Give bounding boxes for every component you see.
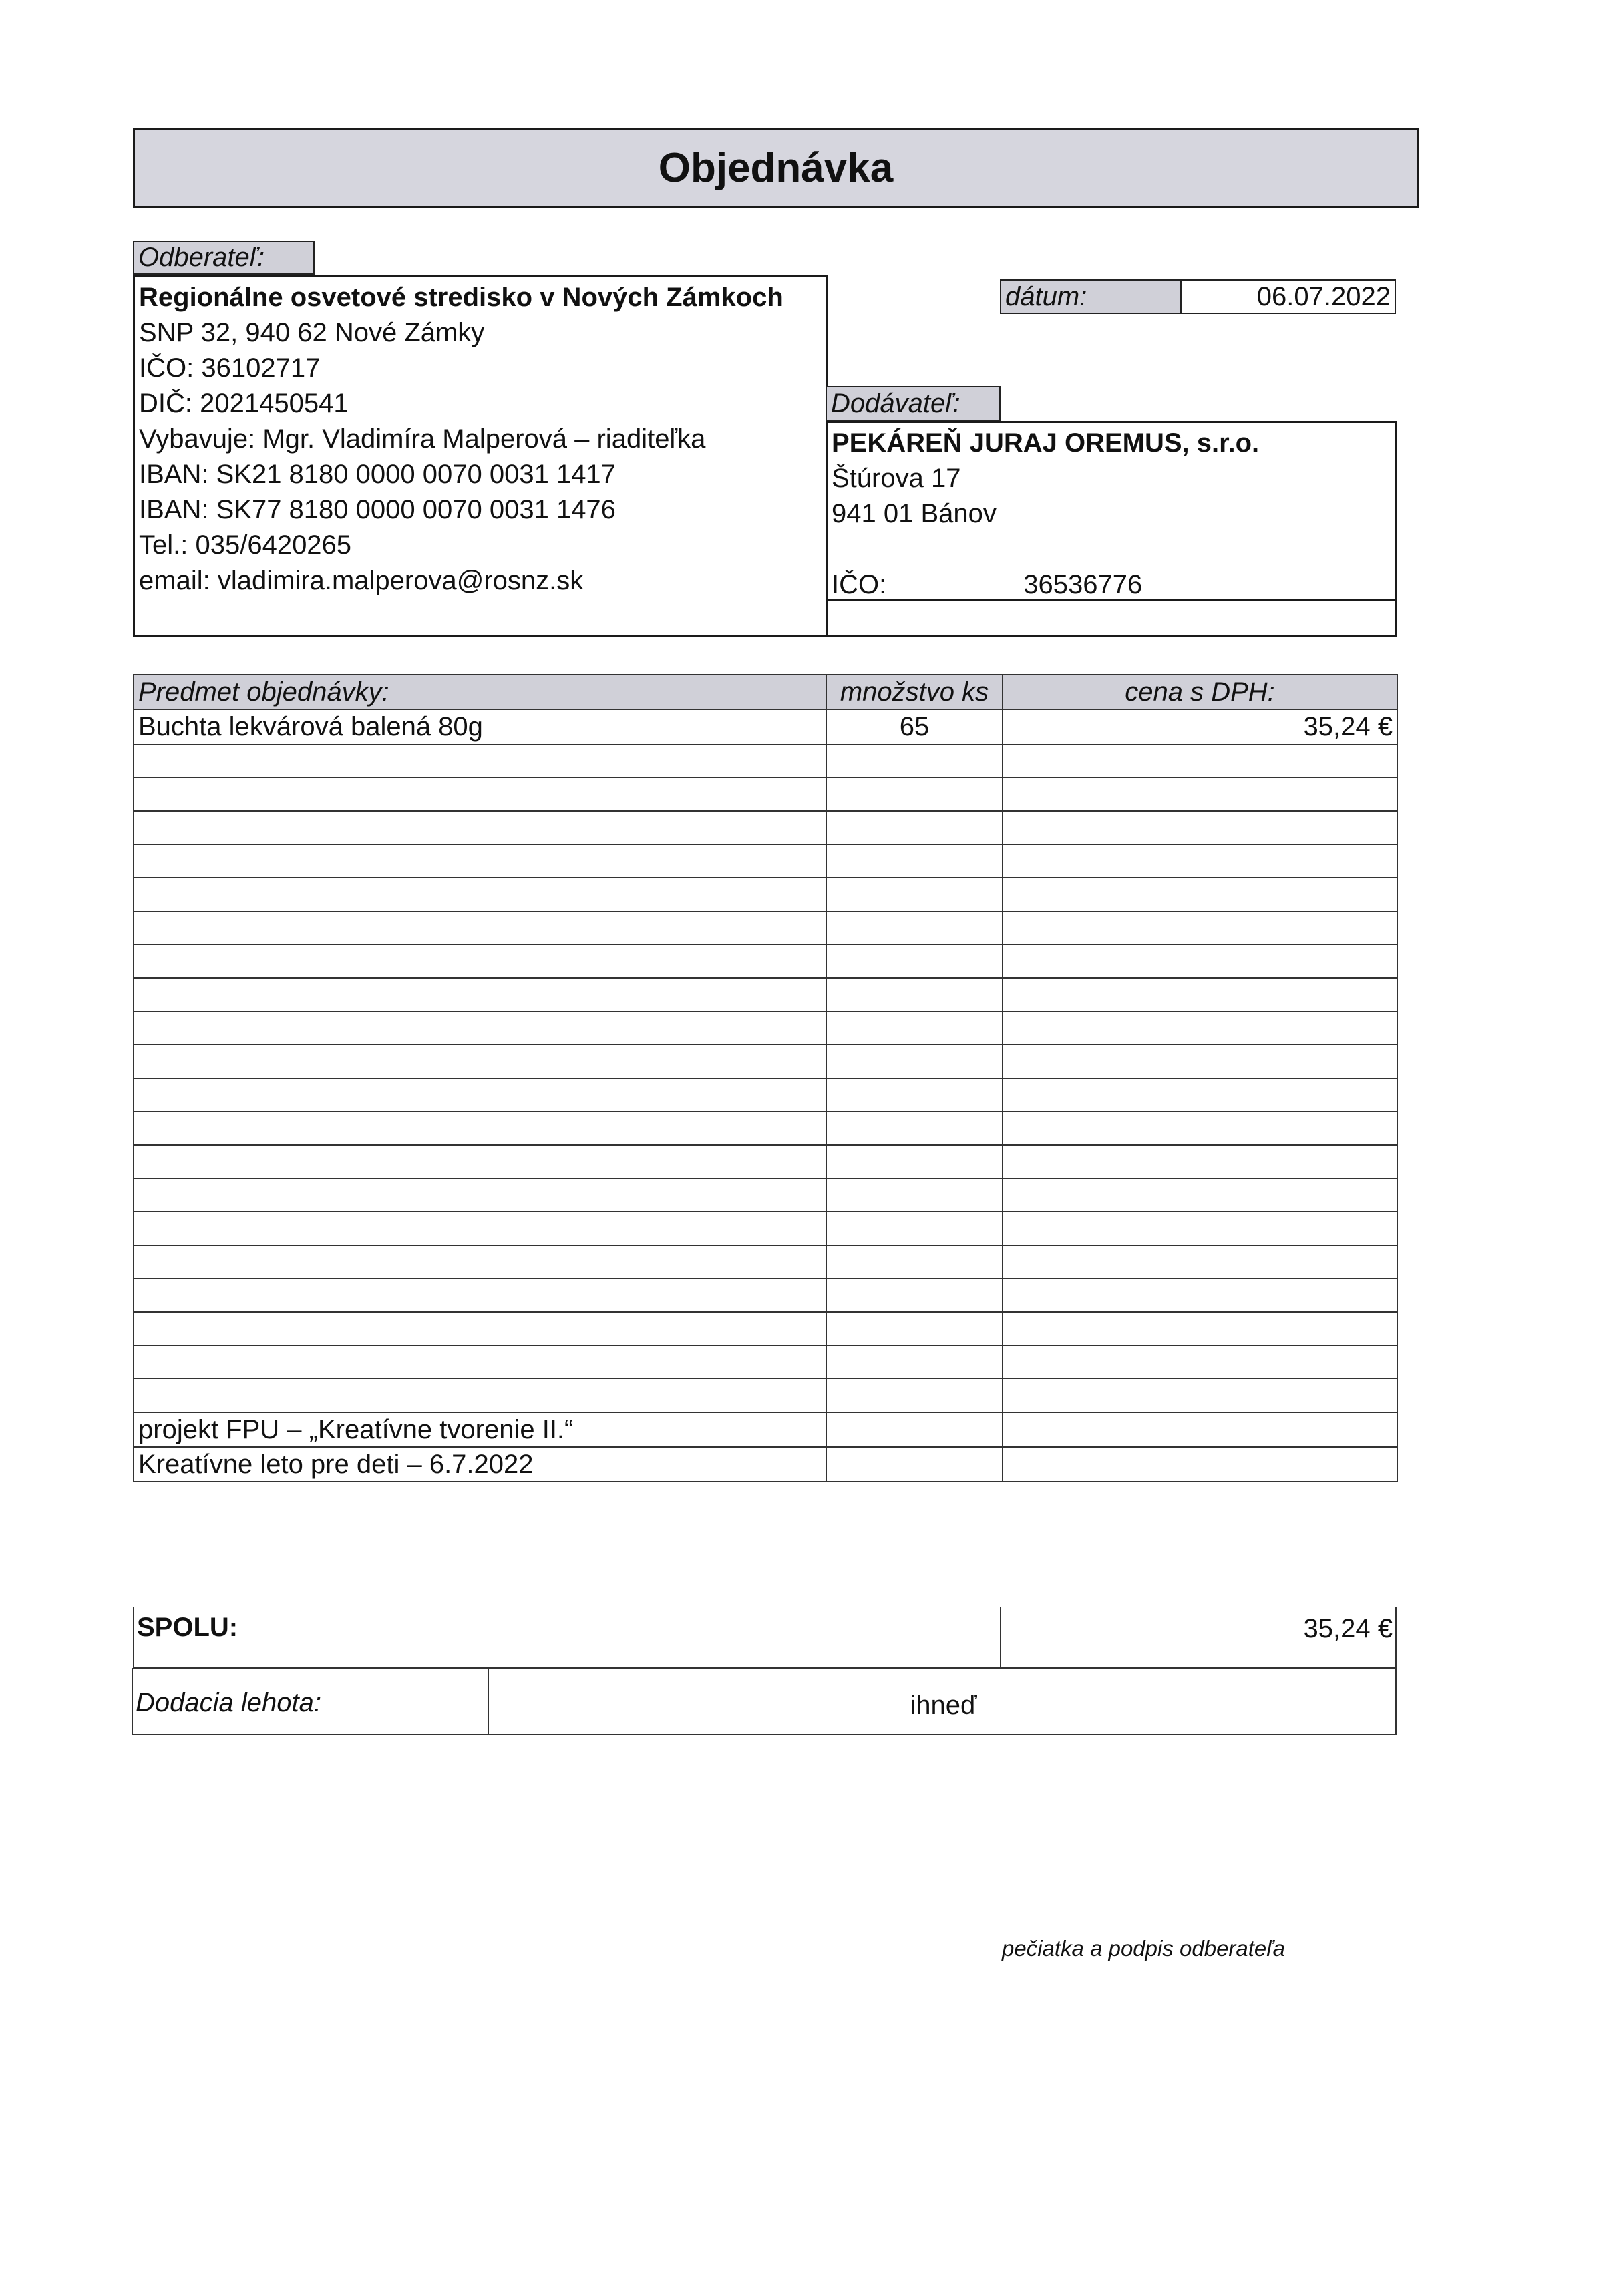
- item-price: [1003, 844, 1397, 878]
- item-price: [1003, 1245, 1397, 1279]
- item-quantity: [826, 1145, 1003, 1178]
- item-quantity: [826, 1312, 1003, 1345]
- item-price: [1003, 1145, 1397, 1178]
- table-row: [134, 1245, 1397, 1279]
- dodavatel-box: [826, 421, 1397, 601]
- table-row: [134, 878, 1397, 911]
- item-quantity: [826, 1245, 1003, 1279]
- table-row: [134, 811, 1397, 844]
- table-row: [134, 1312, 1397, 1345]
- odberatel-phone: Tel.: 035/6420265: [139, 530, 352, 560]
- items-table: [133, 674, 1397, 1482]
- item-description: [134, 1178, 826, 1212]
- item-description: [134, 1011, 826, 1045]
- table-row: [134, 744, 1397, 778]
- dodacia-label: Dodacia lehota:: [136, 1688, 321, 1717]
- odberatel-dic: DIČ: 2021450541: [139, 389, 349, 418]
- table-row: [134, 1011, 1397, 1045]
- item-price: [1003, 811, 1397, 844]
- item-description: [134, 1045, 826, 1078]
- table-row: [134, 1412, 1397, 1447]
- header-predmet: Predmet objednávky:: [134, 675, 826, 709]
- dodavatel-street: Štúrova 17: [832, 464, 961, 493]
- odberatel-iban-1: IBAN: SK21 8180 0000 0070 0031 1417: [139, 460, 616, 489]
- item-quantity: [826, 1045, 1003, 1078]
- item-quantity: [826, 811, 1003, 844]
- item-description: [134, 1312, 826, 1345]
- item-price: [1003, 1345, 1397, 1379]
- item-price: 35,24 €: [1003, 709, 1397, 744]
- item-description: [134, 744, 826, 778]
- spolu-divider: [1000, 1607, 1001, 1669]
- table-row: [134, 911, 1397, 945]
- item-description: [134, 778, 826, 811]
- odberatel-box: [133, 275, 828, 637]
- item-description: Kreatívne leto pre deti – 6.7.2022: [134, 1447, 826, 1482]
- item-description: [134, 1279, 826, 1312]
- table-row: [134, 1345, 1397, 1379]
- table-row: [134, 1447, 1397, 1482]
- spolu-value: 35,24 €: [1303, 1614, 1393, 1643]
- table-row: [134, 709, 1397, 744]
- item-quantity: [826, 1078, 1003, 1112]
- item-description: [134, 1112, 826, 1145]
- item-description: projekt FPU – „Kreatívne tvorenie II.“: [134, 1412, 826, 1447]
- item-quantity: [826, 844, 1003, 878]
- item-quantity: [826, 1412, 1003, 1447]
- dodavatel-label: Dodávateľ:: [826, 386, 1001, 421]
- items-header-row: [134, 675, 1397, 709]
- header-cena: cena s DPH:: [1003, 675, 1397, 709]
- item-description: [134, 945, 826, 978]
- dodavatel-extra-row: [826, 600, 1397, 637]
- item-price: [1003, 1379, 1397, 1412]
- item-price: [1003, 878, 1397, 911]
- odberatel-email: email: vladimira.malperova@rosnz.sk: [139, 566, 584, 595]
- item-description: [134, 911, 826, 945]
- item-price: [1003, 1011, 1397, 1045]
- item-quantity: [826, 1112, 1003, 1145]
- spolu-label: SPOLU:: [137, 1613, 238, 1642]
- odberatel-iban-2: IBAN: SK77 8180 0000 0070 0031 1476: [139, 495, 616, 524]
- spolu-right-border: [1395, 1607, 1397, 1669]
- item-description: [134, 978, 826, 1011]
- odberatel-contact: Vybavuje: Mgr. Vladimíra Malperová – riaditeľka: [139, 424, 706, 454]
- table-row: [134, 778, 1397, 811]
- table-row: [134, 1279, 1397, 1312]
- item-quantity: [826, 978, 1003, 1011]
- item-price: [1003, 1112, 1397, 1145]
- item-description: [134, 878, 826, 911]
- item-price: [1003, 911, 1397, 945]
- dodavatel-ico-value: 36536776: [1023, 570, 1143, 599]
- item-price: [1003, 945, 1397, 978]
- item-description: [134, 844, 826, 878]
- table-row: [134, 1112, 1397, 1145]
- item-quantity: [826, 1279, 1003, 1312]
- dodacia-divider: [488, 1668, 489, 1735]
- item-quantity: [826, 1178, 1003, 1212]
- item-price: [1003, 1078, 1397, 1112]
- table-row: [134, 844, 1397, 878]
- item-quantity: [826, 1212, 1003, 1245]
- item-description: [134, 1345, 826, 1379]
- table-row: [134, 1145, 1397, 1178]
- document-title-box: [133, 128, 1419, 208]
- item-quantity: 65: [826, 709, 1003, 744]
- item-description: [134, 1212, 826, 1245]
- item-quantity: [826, 945, 1003, 978]
- item-description: [134, 1245, 826, 1279]
- table-row: [134, 1078, 1397, 1112]
- odberatel-ico: IČO: 36102717: [139, 353, 321, 383]
- item-quantity: [826, 1379, 1003, 1412]
- item-description: [134, 1145, 826, 1178]
- item-quantity: [826, 778, 1003, 811]
- dodavatel-ico-label: IČO:: [832, 570, 887, 599]
- table-row: [134, 1379, 1397, 1412]
- item-quantity: [826, 911, 1003, 945]
- table-row: [134, 945, 1397, 978]
- item-quantity: [826, 744, 1003, 778]
- item-description: Buchta lekvárová balená 80g: [134, 709, 826, 744]
- table-row: [134, 1178, 1397, 1212]
- item-quantity: [826, 878, 1003, 911]
- item-price: [1003, 1178, 1397, 1212]
- dodavatel-name: PEKÁREŇ JURAJ OREMUS, s.r.o.: [832, 428, 1260, 458]
- table-row: [134, 1045, 1397, 1078]
- item-price: [1003, 744, 1397, 778]
- item-price: [1003, 1312, 1397, 1345]
- item-price: [1003, 1447, 1397, 1482]
- odberatel-label: Odberateľ:: [133, 241, 315, 275]
- item-price: [1003, 1279, 1397, 1312]
- odberatel-address: SNP 32, 940 62 Nové Zámky: [139, 318, 485, 347]
- item-quantity: [826, 1447, 1003, 1482]
- item-quantity: [826, 1345, 1003, 1379]
- dodavatel-city: 941 01 Bánov: [832, 499, 997, 528]
- datum-label: dátum:: [1000, 279, 1182, 314]
- item-price: [1003, 778, 1397, 811]
- datum-value: 06.07.2022: [1181, 279, 1396, 314]
- stamp-signature-label: pečiatka a podpis odberateľa: [1002, 1936, 1285, 1961]
- document-title: Objednávka: [658, 145, 894, 191]
- table-row: [134, 978, 1397, 1011]
- odberatel-name: Regionálne osvetové stredisko v Nových Zámkoch: [139, 283, 783, 312]
- table-row: [134, 1212, 1397, 1245]
- dodacia-row: [132, 1668, 1397, 1735]
- item-description: [134, 1379, 826, 1412]
- item-price: [1003, 1045, 1397, 1078]
- item-description: [134, 811, 826, 844]
- item-price: [1003, 1412, 1397, 1447]
- item-price: [1003, 1212, 1397, 1245]
- item-description: [134, 1078, 826, 1112]
- item-price: [1003, 978, 1397, 1011]
- dodacia-value: ihneď: [910, 1691, 977, 1720]
- item-quantity: [826, 1011, 1003, 1045]
- header-mnozstvo: množstvo ks: [826, 675, 1003, 709]
